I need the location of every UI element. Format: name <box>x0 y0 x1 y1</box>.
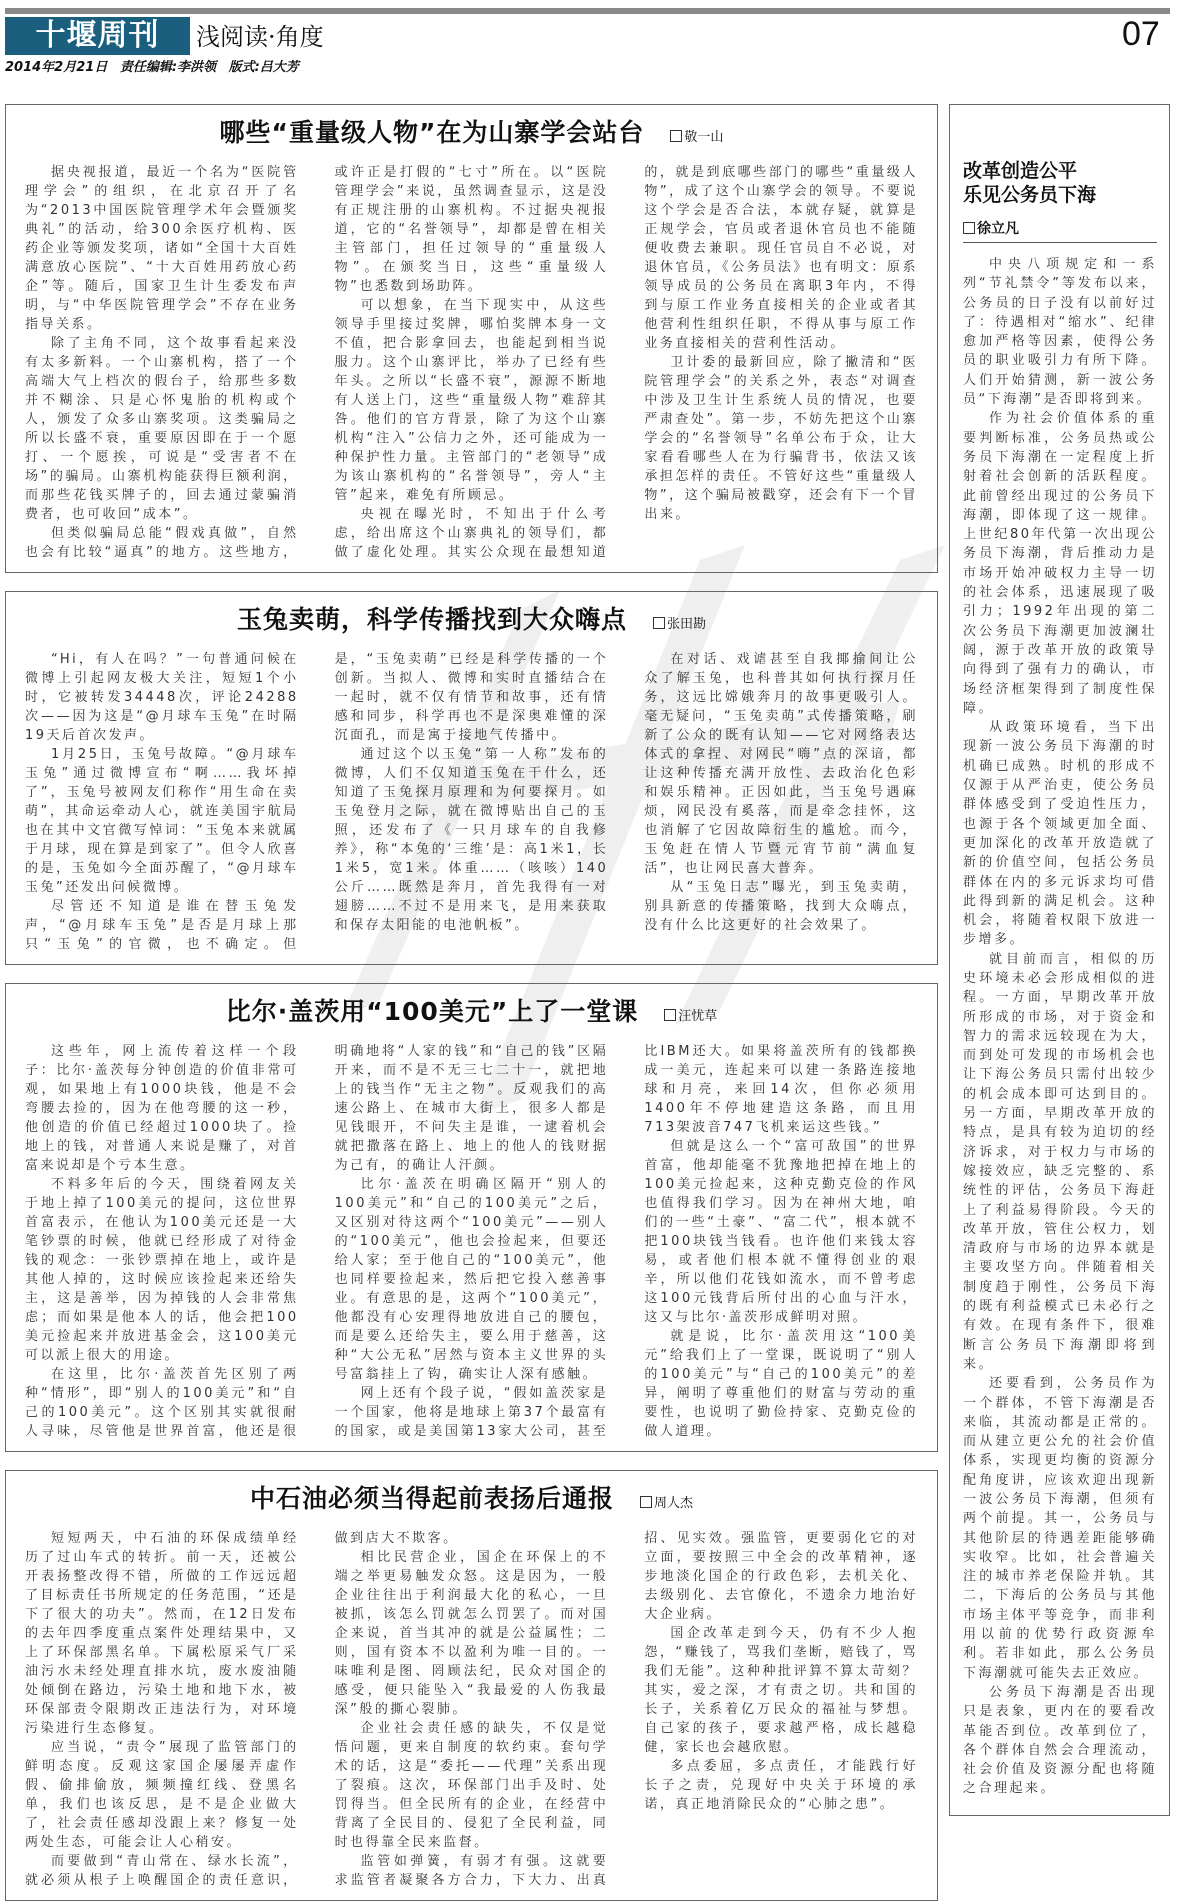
main-articles <box>5 104 938 1901</box>
article-body <box>25 1042 918 1441</box>
section-name: 浅阅读·角度 <box>196 23 324 51</box>
sidebar-title <box>963 159 1157 207</box>
sidebar-body <box>963 255 1157 1799</box>
article-header <box>25 117 918 149</box>
article-header <box>25 1483 918 1515</box>
article-byline <box>670 129 723 147</box>
author-name: 周人杰 <box>654 1496 694 1511</box>
article-paragraph: 网上还有个段子说，“假如盖茨家是一个国家，他将是地球上第37个最富有的国家，或是美国第13家大公司，甚至比IBM还大。如果将盖茨所有的钱都换成一美元，连起来可以建一条路连接地球和月亮，来回14次，但你必须用1400年不停地建造这条路，而且用713架波音747飞机来运这些钱。” <box>334 1044 918 1439</box>
article-paragraph: 短短两天，中石油的环保成绩单经历了过山车式的转折。前一天，还被公开表扬整改得不错，所做的工作远远超了目标责任书所规定的任务范围，“还是下了很大的功夫”。然而，在12日发布的去年四季度重点案件处理结果中，又上了环保部黑名单。下属松原采气厂采油污水未经处理直排水坑，废水废油随处倾倒在路边，污染土地和地下水，被环保部责令限期改正违法行为，对环境污染进行生态修复。 <box>25 1531 299 1736</box>
article-shanzhai <box>5 104 938 573</box>
article-body <box>25 650 918 954</box>
article-header <box>25 604 918 636</box>
article-body <box>25 163 918 562</box>
sidebar-paragraph: 就目前而言，相似的历史环境未必会形成相似的进程。一方面，早期改革开放所形成的市场，对于资金和智力的需求远较现在为大，而到处可发现的市场机会也让下海公务员只需付出较少的机会成本即可达到目的。另一方面，早期改革开放的特点，是具有较为迫切的经济诉求，对于权力与市场的嫁接效应，缺乏完整的、系统性的评估，公务员下海赶上了利益易得阶段。今天的改革开放，管住公权力，划清政府与市场的边界本就是主要攻坚方向。伴随着相关制度趋于刚性，公务员下海的既有利益模式已未必行之有效。在现有条件下，很难断言公务员下海潮即将到来。 <box>963 951 1157 1372</box>
article-petrochina <box>5 1470 938 1901</box>
article-paragraph: 这些年，网上流传着这样一个段子：比尔·盖茨每分钟创造的价值非常可观，如果地上有1000块钱，他是不会弯腰去捡的，因为在他弯腰的这一秒，他创造的价值已经超过1000块了。捡地上的钱，对普通人来说是赚了，对首富来说却是个亏本生意。 <box>25 1044 299 1173</box>
article-title: 中石油必须当得起前表扬后通报 <box>249 1484 614 1513</box>
article-paragraph: 通过这个以玉兔“第一人称”发布的微博，人们不仅知道玉兔在干什么，还知道了玉兔探月原理和为何要探月。如玉兔登月之际，就在微博贴出自己的玉照，还发布了《一只月球车的自我修养》，称“本兔的‘三维’是：高1米1，长1米5，宽1米。体重……（咳咳）140公斤……既然是奔月，首先我得有一对翅膀……不过不是用来飞，是用来获取和保存太阳能的电池帆板”。 <box>334 747 609 933</box>
article-paragraph: 相比民营企业，国企在环保上的不端之举更易触发众怒。这是因为，一般企业往往出于利润最大化的私心，一旦被抓，该怎么罚就怎么罚罢了。而对国企来说，首当其冲的就是公益属性；二则，国有资本不以盈利为唯一目的。一味唯利是图、罔顾法纪，民众对国企的感受，便只能坠入“我最爱的人伤我最深”般的撕心裂肺。 <box>334 1550 609 1717</box>
sidebar-divider <box>963 242 1157 243</box>
article-paragraph: 尽管还不知道是谁在替玉兔发声，“@月球车玉兔”是否是月球上那只“玉兔”的官微，也不确定。但是，“玉兔卖萌”已经是科学传播的一个创新。当拟人、微博和实时直播结合在一起时，就不仅有情节和故事，还有情感和同步，科学再也不是深奥难懂的深沉面孔，而是寓于接地气传播中。 <box>25 652 609 952</box>
sidebar-column <box>949 104 1170 1816</box>
page-number: 07 <box>1122 15 1160 53</box>
article-header <box>25 996 918 1028</box>
byline-box-icon <box>963 222 975 234</box>
article-paragraph: 卫计委的最新回应，除了撇清和“医院管理学会”的关系之外，表态“对调查中涉及卫生计生系统人员的情况，也要严肃查处”。第一步，不妨先把这个山寨学会的“名誉领导”名单公布于众，让大家看看哪些人在为行骗背书，依法又该承担怎样的责任。不管好这些“重量级人物”，这个骗局被戳穿，还会有下一个冒出来。 <box>644 355 918 522</box>
article-paragraph: “Hi，有人在吗？”一句普通问候在微博上引起网友极大关注，短短1个小时，它被转发34448次，评论24288次——因为这是“@月球车玉兔”在时隔19天后首次发声。 <box>25 652 299 743</box>
article-byline <box>664 1008 717 1026</box>
article-paragraph: 而要做到“青山常在、绿水长流”，就必须从根子上唤醒国企的责任意识，做到店大不欺客。 <box>25 1531 459 1888</box>
layout-credit: 版式:吕大芳 <box>228 60 299 75</box>
article-paragraph: 据央视报道，最近一个名为“医院管理学会”的组织，在北京召开了名为“2013中国医院管理学术年会暨颁奖典礼”的活动，给300余医疗机构、医药企业等颁发奖项，诸如“全国十大百姓满意放心医院”、“十大百姓用药放心药企”等。随后，国家卫生计生委发布声明，与“中华医院管理学会”不存在业务指导关系。 <box>25 165 299 332</box>
article-paragraph: 但类似骗局总能“假戏真做”，自然也会有比较“逼真”的地方。这些地方，或许正是打假的“七寸”所在。以“医院管理学会”来说，虽然调查显示，这是没有正规注册的山寨机构。不过据央视报道，它的“名誉领导”，却都是曾在相关主管部门，担任过领导的“重量级人物”。在颁奖当日，这些“重量级人物”也悉数到场助阵。 <box>25 165 609 560</box>
article-paragraph: 1月25日，玉兔号故障。“@月球车玉兔”通过微博宣布“啊……我坏掉了”，玉兔号被网友们称作“用生命在卖萌”，其命运牵动人心，就连美国宇航局也在其中文官微写悼词：“玉兔本来就属于月球，现在算是到家了”。但令人欣喜的是，玉兔如今全面苏醒了，“@月球车玉兔”还发出问候微博。 <box>25 747 299 895</box>
sidebar-title-line: 改革创造公平 <box>963 160 1078 182</box>
article-byline <box>640 1495 693 1513</box>
article-paragraph: 比尔·盖茨在明确区隔开“别人的100美元”和“自己的100美元”之后，又区别对待这两个“100美元”——别人的“100美元”，他也会捡起来，但要还给人家；至于他自己的“100美元”，他也同样要捡起来，然后把它投入慈善事业。有意思的是，这两个“100美元”，他都没有心安理得地放进自己的腰包，而是要么还给失主，要么用于慈善，这种“大公无私”居然与资本主义世界的头号富翁挂上了钩，确实让人深有感触。 <box>334 1177 609 1382</box>
article-paragraph: 国企改革走到今天，仍有不少人抱怨，“赚钱了，骂我们垄断，赔钱了，骂我们无能”。这种种批评算不算太苛刻？其实，爱之深，才有责之切。共和国的长子，关系着亿万民众的福祉与梦想。自己家的孩子，要求越严格，成长越稳健，家长也会越欣慰。 <box>644 1626 918 1755</box>
article-body <box>25 1529 918 1890</box>
newspaper-logo: 十堰周刊 <box>5 17 190 55</box>
byline-box-icon <box>664 1009 676 1021</box>
sidebar-title-line: 乐见公务员下海 <box>963 184 1097 206</box>
byline-box-icon <box>670 130 682 142</box>
article-paragraph: 不料多年后的今天，围绕着网友关于地上掉了100美元的提问，这位世界首富表示，在他认为100美元还是一大笔钞票的时候，他就已经形成了对待金钱的观念：一张钞票掉在地上，或许是其他人掉的，这时候应该捡起来还给失主，这是善举，因为掉钱的人会非常焦虑；而如果是他本人的话，他会把100美元捡起来并放进基金会，这100美元可以派上很大的用途。 <box>25 1177 299 1363</box>
article-title: 玉兔卖萌，科学传播找到大众嗨点 <box>236 605 627 634</box>
author-name: 敬一山 <box>684 130 724 145</box>
issue-date: 2014年2月21日 <box>5 60 108 75</box>
article-paragraph: 从“玉兔日志”曝光，到玉兔卖萌，别具新意的传播策略，找到大众嗨点，没有什么比这更好的社会效果了。 <box>644 880 918 933</box>
masthead-rule <box>5 8 1170 14</box>
sidebar-paragraph: 作为社会价值体系的重要判断标准，公务员热或公务员下海潮在一定程度上折射着社会创新的活跃程度。此前曾经出现过的公务员下海潮，即体现了这一规律。上世纪80年代第一次出现公务员下海潮，背后推动力是市场开始冲破权力主导一切的社会体系，迅速展现了吸引力；1992年出现的第二次公务员下海潮更加波澜壮阔，源于改革开放的政策导向得到了强有力的确认，市场经济框架得到了制度性保障。 <box>963 411 1157 716</box>
article-paragraph: 应当说，“责令”展现了监管部门的鲜明态度。反观这家国企屡屡弄虚作假、偷排偷放，频频撞红线、登黑名单，我们也该反思，是不是企业做大了，社会责任感却没跟上来？修复一处两处生态，可能会让人心稍安。 <box>25 1740 299 1850</box>
editor-credit: 责任编辑:李洪领 <box>119 60 217 75</box>
sidebar-paragraph: 还要看到，公务员作为一个群体，不管下海潮是否来临，其流动都是正常的。而从建立更公允的社会价值体系，实现更均衡的资源分配角度讲，应该欢迎出现新一波公务员下海潮，但须有两个前提。其一，公务员与其他阶层的待遇差距能够确实收窄。比如，社会普遍关注的城市养老保险并轨。其二，下海后的公务员与其他市场主体平等竞争，而非利用以前的优势行政资源牟利。若非如此，那么公务员下海潮就可能失去正效应。 <box>963 1376 1157 1681</box>
sidebar-paragraph: 中央八项规定和一系列“节礼禁令”等发布以来，公务员的日子没有以前好过了：待遇相对“缩水”、纪律愈加严格等因素，使得公务员的职业吸引力有所下降。人们开始猜测，新一波公务员“下海潮”是否即将到来。 <box>963 257 1157 408</box>
author-name: 徐立凡 <box>977 221 1019 237</box>
article-title: 哪些“重量级人物”在为山寨学会站台 <box>219 118 645 147</box>
article-title: 比尔·盖茨用“100美元”上了一堂课 <box>225 997 639 1026</box>
article-paragraph: 就是说，比尔·盖茨用这“100美元”给我们上了一堂课，既说明了“别人的100美元”与“自己的100美元”的差异，阐明了尊重他们的财富与劳动的重要性，也说明了勤俭持家、克勤克俭的做人道理。 <box>644 1329 918 1439</box>
byline-box-icon <box>640 1496 652 1508</box>
article-paragraph: 监管如弹簧，有弱才有强。这就要求监管者凝聚各方合力，下大力、出真招、见实效。强监管，更要弱化它的对立面，要按照三中全会的改革精神，逐步地淡化国企的行政色彩，去机关化、去级别化、去官僚化，不遗余力地治好大企业病。 <box>334 1531 918 1888</box>
article-byline <box>653 616 706 634</box>
article-paragraph: 除了主角不同，这个故事看起来没有太多新料。一个山寨机构，搭了一个高端大气上档次的假台子，给那些多数并不糊涂、只是心怀鬼胎的机构或个人，颁发了众多山寨奖项。这类骗局之所以长盛不衰，重要原因即在于一个愿打、一个愿挨，可说是“受害者不在场”的骗局。山寨机构能获得巨额利润，而那些花钱买牌子的，回去通过蒙骗消费者，也可收回“成本”。 <box>25 336 299 522</box>
dateline <box>5 59 307 77</box>
article-paragraph: 多点委屈，多点责任，才能践行好长子之责，兑现好中央关于环境的承诺，真正地消除民众的“心肺之患”。 <box>644 1759 918 1812</box>
author-name: 张田勘 <box>667 617 707 632</box>
article-paragraph: 在这里，比尔·盖茨首先区别了两种“情形”，即“别人的100美元”和“自己的100美元”。这个区别其实就很耐人寻味，尽管他是世界首富，他还是很明确地将“人家的钱”和“自己的钱”区隔开来，而不是不无三七二十一，就把地上的钱当作“无主之物”。反观我们的高速公路上、在城市大街上，很多人都是见钱眼开，不问失主是谁，一逮着机会就把撒落在路上、地上的他人的钱财据为己有，的确让人汗颜。 <box>25 1044 609 1439</box>
sidebar-paragraph: 从政策环境看，当下出现新一波公务员下海潮的时机确已成熟。时机的形成不仅源于从严治吏，使公务员群体感受到了受迫性压力，也源于各个领域更加全面、更加深化的改革开放造就了新的价值空间，包括公务员群体在内的多元诉求均可借此得到新的满足机会。这种机会，将随着权限下放进一步增多。 <box>963 720 1157 948</box>
byline-box-icon <box>653 617 665 629</box>
article-paragraph: 企业社会责任感的缺失，不仅是觉悟问题，更来自制度的软约束。套句学术的话，这是“委托——代理”关系出现了裂痕。这次，环保部门出手及时、处罚得当。但全民所有的企业，在经营中背离了全民目的、侵犯了全民利益，同时也得靠全民来监督。 <box>334 1721 609 1850</box>
article-paragraph: 但就是这么一个“富可敌国”的世界首富，他却能毫不犹豫地把掉在地上的100美元捡起来，这种克勤克俭的作风也值得我们学习。因为在神州大地，咱们的一些“土豪”、“富二代”，根本就不把100块钱当钱看。也许他们来钱太容易，或者他们根本就不懂得创业的艰辛，所以他们花钱如流水，而不曾考虑这100元钱背后所付出的心血与汗水，这又与比尔·盖茨形成鲜明对照。 <box>644 1139 918 1325</box>
author-name: 汪忧草 <box>678 1009 718 1024</box>
sidebar-paragraph: 公务员下海潮是否出现只是表象，更内在的要看改革能否到位。改革到位了，各个群体自然会合理流动，社会价值及资源分配也将随之合理起来。 <box>963 1684 1157 1797</box>
sidebar-byline <box>963 219 1157 239</box>
article-paragraph: 在对话、戏谑甚至自我揶揄间让公众了解玉兔，也科普其如何执行探月任务，这远比嫦娥奔月的故事更吸引人。毫无疑问，“玉兔卖萌”式传播策略，刷新了公众的既有认知——它对网络表达体式的拿捏、对网民“嗨”点的深谙，都让这种传播充满开放性、去政治化色彩和娱乐精神。正因如此，当玉兔号遇麻烦，网民没有奚落，而是牵念挂怀，这也消解了它因故障衍生的尴尬。而今，玉兔赶在情人节暨元宵节前“满血复活”，也让网民喜大普奔。 <box>644 652 918 876</box>
article-gates <box>5 983 938 1452</box>
article-yutu <box>5 591 938 965</box>
article-paragraph: 可以想象，在当下现实中，从这些领导手里接过奖牌，哪怕奖牌本身一文不值，把合影拿回去，也能起到相当说服力。这个山寨评比，举办了已经有些年头。之所以“长盛不衰”，源源不断地有人送上门，这些“重量级人物”难辞其咎。他们的官方背景，除了为这个山寨机构“注入”公信力之外，还可能成为一种保护性力量。主管部门的“老领导”成为该山寨机构的“名誉领导”，旁人“主管”起来，难免有所顾忌。 <box>334 298 609 503</box>
article-paragraph: 央视在曝光时，不知出于什么考虑，给出席这个山寨典礼的领导们，都做了虚化处理。其实公众现在最想知道的，就是到底哪些部门的哪些“重量级人物”，成了这个山寨学会的领导。不要说这个学会是否合法，本就存疑，就算是正规学会，官员或者退休官员也不能随便收费去兼职。现任官员自不必说，对退休官员，《公务员法》也有明文：原系领导成员的公务员在离职3年内，不得到与原工作业务直接相关的企业或者其他营利性组织任职，不得从事与原工作业务直接相关的营利性活动。 <box>334 165 918 560</box>
